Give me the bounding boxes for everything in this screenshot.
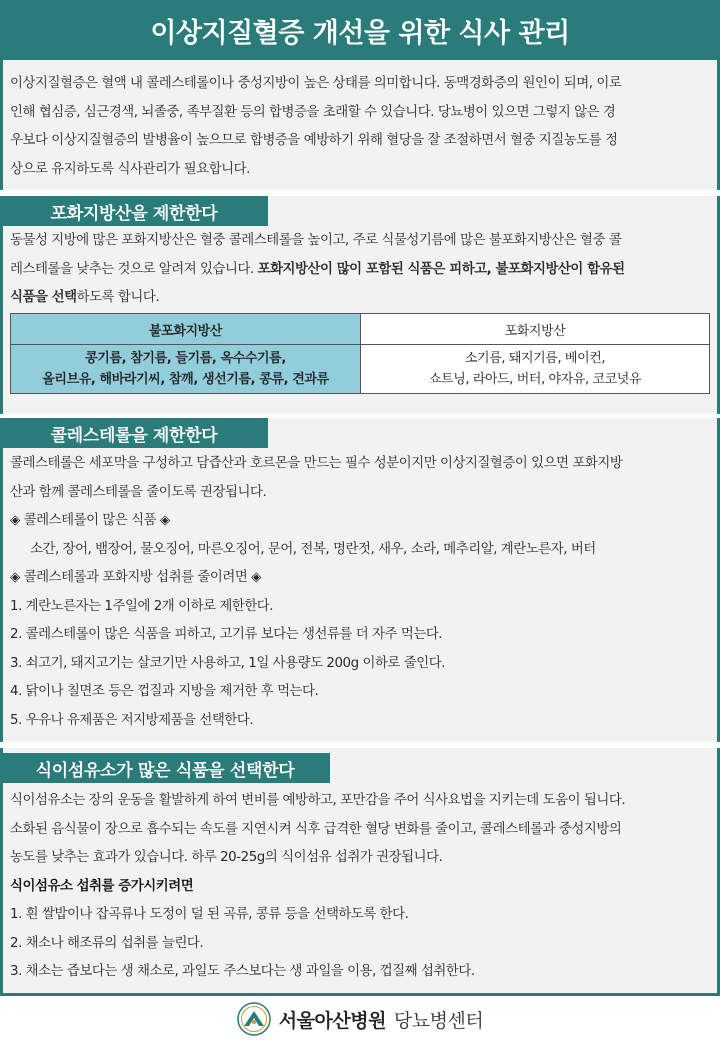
fiber-tip: 2. 채소나 해조류의 섭취를 늘린다. [10, 935, 204, 951]
unsaturated-foods-line: 올리브유, 해바라기씨, 참깨, 생선기름, 콩류, 견과류 [42, 372, 329, 387]
cholesterol-line: 콜레스테롤은 세포막을 구성하고 담즙산과 호르몬을 만드는 필수 성분이지만 이상지질혈증이 있으면 포화지방 [10, 456, 623, 471]
cholesterol-header: 콜레스테롤을 제한한다 [0, 418, 268, 448]
intro-line: 상으로 유지하도록 식사관리가 필요합니다. [10, 161, 250, 177]
saturated-foods [361, 345, 710, 394]
cholesterol-tip: 5. 우유나 유제품은 저지방제품을 선택한다. [10, 712, 254, 728]
page-title: 이상지질혈증 개선을 위한 식사 관리 [0, 0, 720, 60]
fiber-tip: 3. 채소는 즙보다는 생 채소로, 과일도 주스보다는 생 과일을 이용, 껍질째 섭취한다. [10, 964, 475, 979]
sat-fat-header: 포화지방산을 제한한다 [0, 196, 268, 226]
sat-fat-text: 하도록 합니다. [76, 290, 160, 305]
cholesterol-tip: 4. 닭이나 칠면조 등은 껍질과 지방을 제거한 후 먹는다. [10, 684, 319, 699]
sat-fat-emphasis: 식품을 선택 [10, 290, 77, 305]
sat-fat-line [10, 284, 710, 313]
saturated-foods-line: 쇼트닝, 라아드, 버터, 야자유, 코코넛유 [428, 372, 642, 387]
intro-line: 이상지질혈증은 혈액 내 콜레스테롤이나 중성지방이 높은 상태를 의미합니다. 동맥경화증의 원인이 되며, 이로 [10, 76, 622, 91]
cholesterol-line: 산과 함께 콜레스테롤을 줄이도록 권장됩니다. [10, 484, 267, 500]
fiber-header: 식이섬유소가 많은 식품을 선택한다 [0, 753, 330, 783]
cholesterol-foods-title: ◈ 콜레스테롤이 많은 식품 ◈ [10, 513, 170, 528]
fat-comparison-table [10, 313, 710, 394]
unsaturated-foods [11, 345, 361, 394]
unsaturated-foods-line: 콩기름, 참기름, 들기름, 옥수수기름, [85, 351, 286, 366]
intro-line: 우보다 이상지질혈증의 발병율이 높으므로 합병증을 예방하기 위해 혈당을 잘 조절하면서 혈중 지질농도를 정 [10, 133, 618, 148]
cholesterol-tip: 3. 쇠고기, 돼지고기는 살코기만 사용하고, 1일 사용량도 200g 이하로 줄인다. [10, 655, 445, 671]
sat-fat-text: 레스테롤을 낮추는 것으로 알려져 있습니다. [10, 261, 258, 277]
footer [0, 998, 720, 1040]
table-row [11, 345, 710, 394]
fiber-line: 농도를 낮추는 효과가 있습니다. 하루 20-25g의 식이섬유 섭취가 권장됩니다. [10, 850, 443, 865]
hospital-logo-icon [237, 1002, 271, 1036]
fiber-tip: 1. 흰 쌀밥이나 잡곡류나 도정이 덜 된 곡류, 콩류 등을 선택하도록 한다. [10, 907, 409, 922]
sat-fat-line: 동물성 지방에 많은 포화지방산은 혈중 콜레스테롤을 높이고, 주로 식물성기름에 많은 불포화지방산은 혈중 콜 [10, 233, 622, 248]
fiber-line: 식이섬유소는 장의 운동을 활발하게 하여 변비를 예방하고, 포만감을 주어 식사요법을 지키는데 도움이 됩니다. [10, 793, 626, 808]
table-header-row [11, 314, 710, 345]
sat-fat-emphasis: 포화지방산이 많이 포함된 식품은 피하고, 불포화지방산이 함유된 [257, 261, 625, 277]
cholesterol-foods-list: 소간, 장어, 뱀장어, 물오징어, 마른오징어, 문어, 전복, 명란젓, 새우, 소라, 메추리알, 계란노른자, 버터 [30, 541, 596, 557]
cholesterol-tip: 1. 계란노른자는 1주일에 2개 이하로 제한한다. [10, 598, 274, 614]
saturated-foods-line: 소기름, 돼지기름, 베이컨, [464, 351, 606, 366]
fiber-tips-title: 식이섬유소 섭취를 증가시키려면 [10, 878, 194, 894]
saturated-header: 포화지방산 [361, 314, 710, 345]
unsaturated-header: 불포화지방산 [11, 314, 361, 345]
sat-fat-line [10, 256, 710, 285]
intro-line: 인해 협심증, 심근경색, 뇌졸중, 족부질환 등의 합병증을 초래할 수 있습니다. 당뇨병이 있으면 그렇지 않은 경 [10, 104, 616, 120]
cholesterol-tips-title: ◈ 콜레스테롤과 포화지방 섭취를 줄이려면 ◈ [10, 570, 261, 585]
center-name: 당뇨병센터 [393, 1009, 484, 1032]
cholesterol-tip: 2. 콜레스테롤이 많은 식품을 피하고, 고기류 보다는 생선류를 더 자주 먹는다. [10, 627, 443, 642]
fiber-line: 소화된 음식물이 장으로 흡수되는 속도를 지연시켜 식후 급격한 혈당 변화를 줄이고, 콜레스테롤과 중성지방의 [10, 821, 622, 837]
hospital-name: 서울아산병원 [278, 1009, 386, 1032]
